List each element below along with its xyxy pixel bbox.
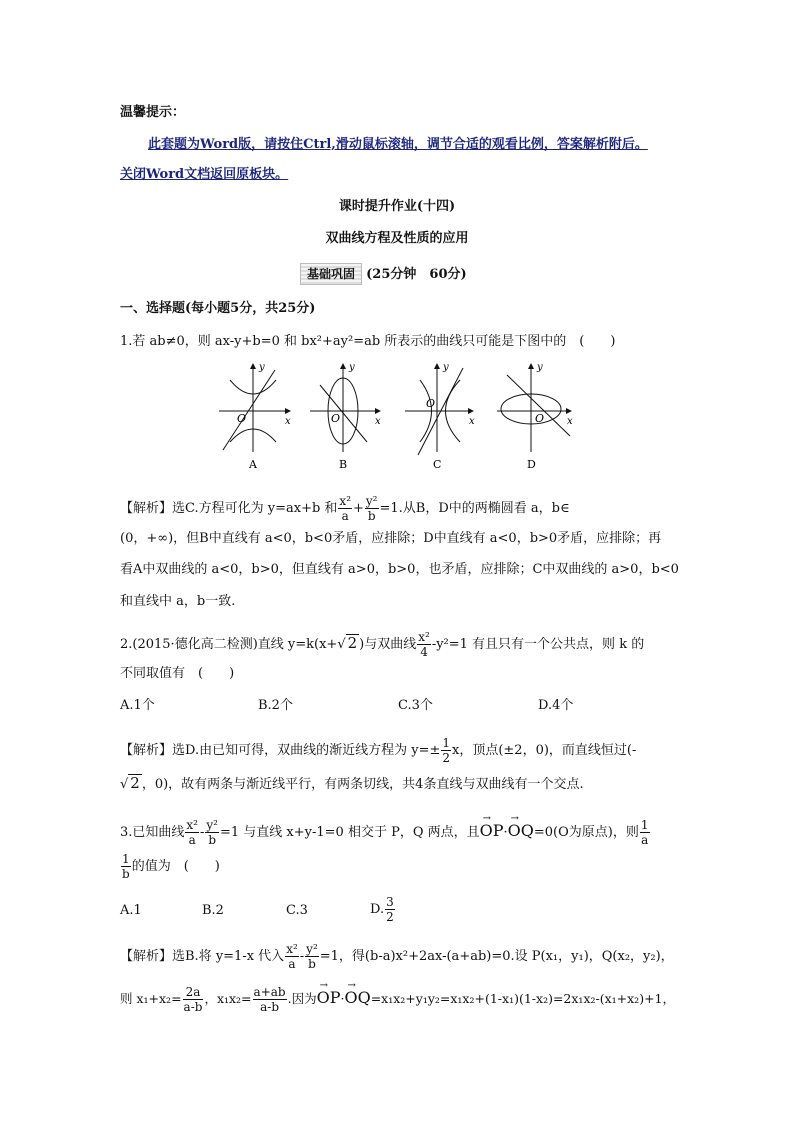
vector-op: → OP [480,821,504,841]
q2-stem-1: 2.(2015·德化高二检测)直线 y=k(x+√ 2 )与双曲线 $\frac{\text{x²}}{4}$ -y²=1 有且只有一个公共点，则 k 的 [120,630,645,659]
q1-stem: 1.若 ab≠0，则 ax-y+b=0 和 bx²+ay²=ab 所表示的曲线只可能是下图中的 ( ) [120,334,616,349]
q1-analysis-1: 【解析】选C.方程可化为 y=ax+b 和 $\frac{\text{x²}}{a}$ + $\frac{\text{y²}}{b}$ =1.从B，D中的两椭圆看 a，b∈ [120,494,570,523]
graph-b [310,362,381,471]
q3-analysis-2: 则 x₁+x₂= $\frac{2a}{a-b}$ ，x₁x₂= $\frac{a+ab}{a-b}$ .因为→ OP·→ OQ=x₁x₂+y₁y₂=x₁x₂+(1-x₁)(1-x₂)=2x₁x₂-(x₁+x₂)+1， [120,985,675,1014]
section-heading: 一、选择题(每小题5分，共25分) [120,301,316,316]
frac-1b: $\frac{1}{b}$ [122,852,130,881]
graph-c-y: y [443,362,449,373]
graph-b-x: x [375,416,381,427]
graph-d-x: x [567,416,573,427]
q2-option-a: A.1个 [120,698,155,713]
graph-b-label: B [339,458,348,471]
graph-a-label: A [249,458,257,471]
q2-stem-2: 不同取值有 ( ) [120,666,235,681]
graph-b-origin: O [331,412,341,425]
time-label: (25分钟 60分) [366,267,467,282]
q1-analysis-2: (0，+∞)，但B中直线有 a<0，b<0矛盾，应排除；D中直线有 a<0，b>0矛盾，应排除；再 [120,531,662,546]
q3-option-c: C.3 [286,903,308,918]
frac-1a: $\frac{1}{a}$ [640,818,649,847]
q3-stem-1: 3.已知曲线 $\frac{\text{x²}}{a}$ - $\frac{\text{y²}}{b}$ =1 与直线 x+y-1=0 相交于 P，Q 两点，且→ OP·→ OQ=0(O为原点)，则 $\frac{1}{a}$ [120,818,651,847]
graph-a-x: x [285,416,291,427]
frac-half: $\frac{1}{2}$ [442,736,450,765]
graph-d-origin: O [535,412,545,425]
frac-x2-4: $\frac{\text{x²}}{4}$ [418,630,430,659]
page-subtitle: 双曲线方程及性质的应用 [325,231,469,246]
frac-y2-b: $\frac{\text{y²}}{b}$ [365,494,378,523]
vector-oq: → OQ [508,821,534,841]
q1-graphs [215,360,585,475]
graph-c-origin: O [426,397,436,410]
graph-a-origin: O [237,412,247,425]
section-badge-line [300,263,467,285]
graph-d-y: y [537,362,543,373]
frac-q3-y2b: $\frac{\text{y²}}{b}$ [206,818,218,847]
graph-b-y: y [349,362,355,373]
notice-line-1: 此套题为Word版，请按住Ctrl,滑动鼠标滚轴，调节合适的观看比例，答案解析附后。 [148,137,648,152]
q3-option-a: A.1 [120,903,142,918]
q2-analysis-2: √ 2 ，0)，故有两条与渐近线平行，有两条切线，共4条直线与双曲线有一个交点. [120,774,584,792]
page-title: 课时提升作业(十四) [338,199,456,214]
q2-option-c: C.3个 [398,698,433,713]
q1-analysis-b: =1.从B，D中的两椭圆看 a，b∈ [379,501,570,516]
graph-c-label: C [433,458,442,471]
q3-option-b: B.2 [202,903,224,918]
graph-d-label: D [527,458,536,471]
notice-title: 温馨提示： [120,105,186,120]
q2-option-d: D.4个 [538,698,574,713]
q3-stem-2: $\frac{1}{b}$ 的值为 ( ) [122,852,220,881]
q3-options [120,895,394,924]
basic-badge: 基础巩固 [300,263,362,285]
notice-line-2: 关闭Word文档返回原板块。 [120,167,289,182]
q1-analysis-3: 看A中双曲线的 a<0，b>0，但直线有 a>0，b>0，也矛盾，应排除；C中双曲线的 a>0，b<0 [120,562,679,577]
graph-a [219,362,291,471]
frac-q3-x2a: $\frac{\text{x²}}{a}$ [186,818,198,847]
q2-options [120,696,574,716]
frac-x2-a: $\frac{\text{x²}}{a}$ [339,494,351,523]
q3-option-d: D. $\frac{3}{2}$ [370,895,394,924]
q3-analysis-1: 【解析】选B.将 y=1-x 代入 $\frac{\text{x²}}{a}$ - $\frac{\text{y²}}{b}$ =1，得(b-a)x²+2ax-(a+ab)=0.设 P(x₁，y₁)，Q(x₂，y₂)， [120,942,674,971]
graph-c [405,362,475,471]
q1-analysis-4: 和直线中 a，b一致. [120,594,236,609]
graph-a-y: y [259,362,265,373]
q2-analysis-1: 【解析】选D.由已知可得，双曲线的渐近线方程为 y=± $\frac{1}{2}$ x，顶点(±2，0)，而直线恒过(- [120,736,637,765]
q2-option-b: B.2个 [258,698,293,713]
graph-d [497,362,573,471]
graph-c-x: x [469,416,475,427]
q1-analysis-a: 【解析】选C.方程可化为 y=ax+b 和 [120,501,338,516]
